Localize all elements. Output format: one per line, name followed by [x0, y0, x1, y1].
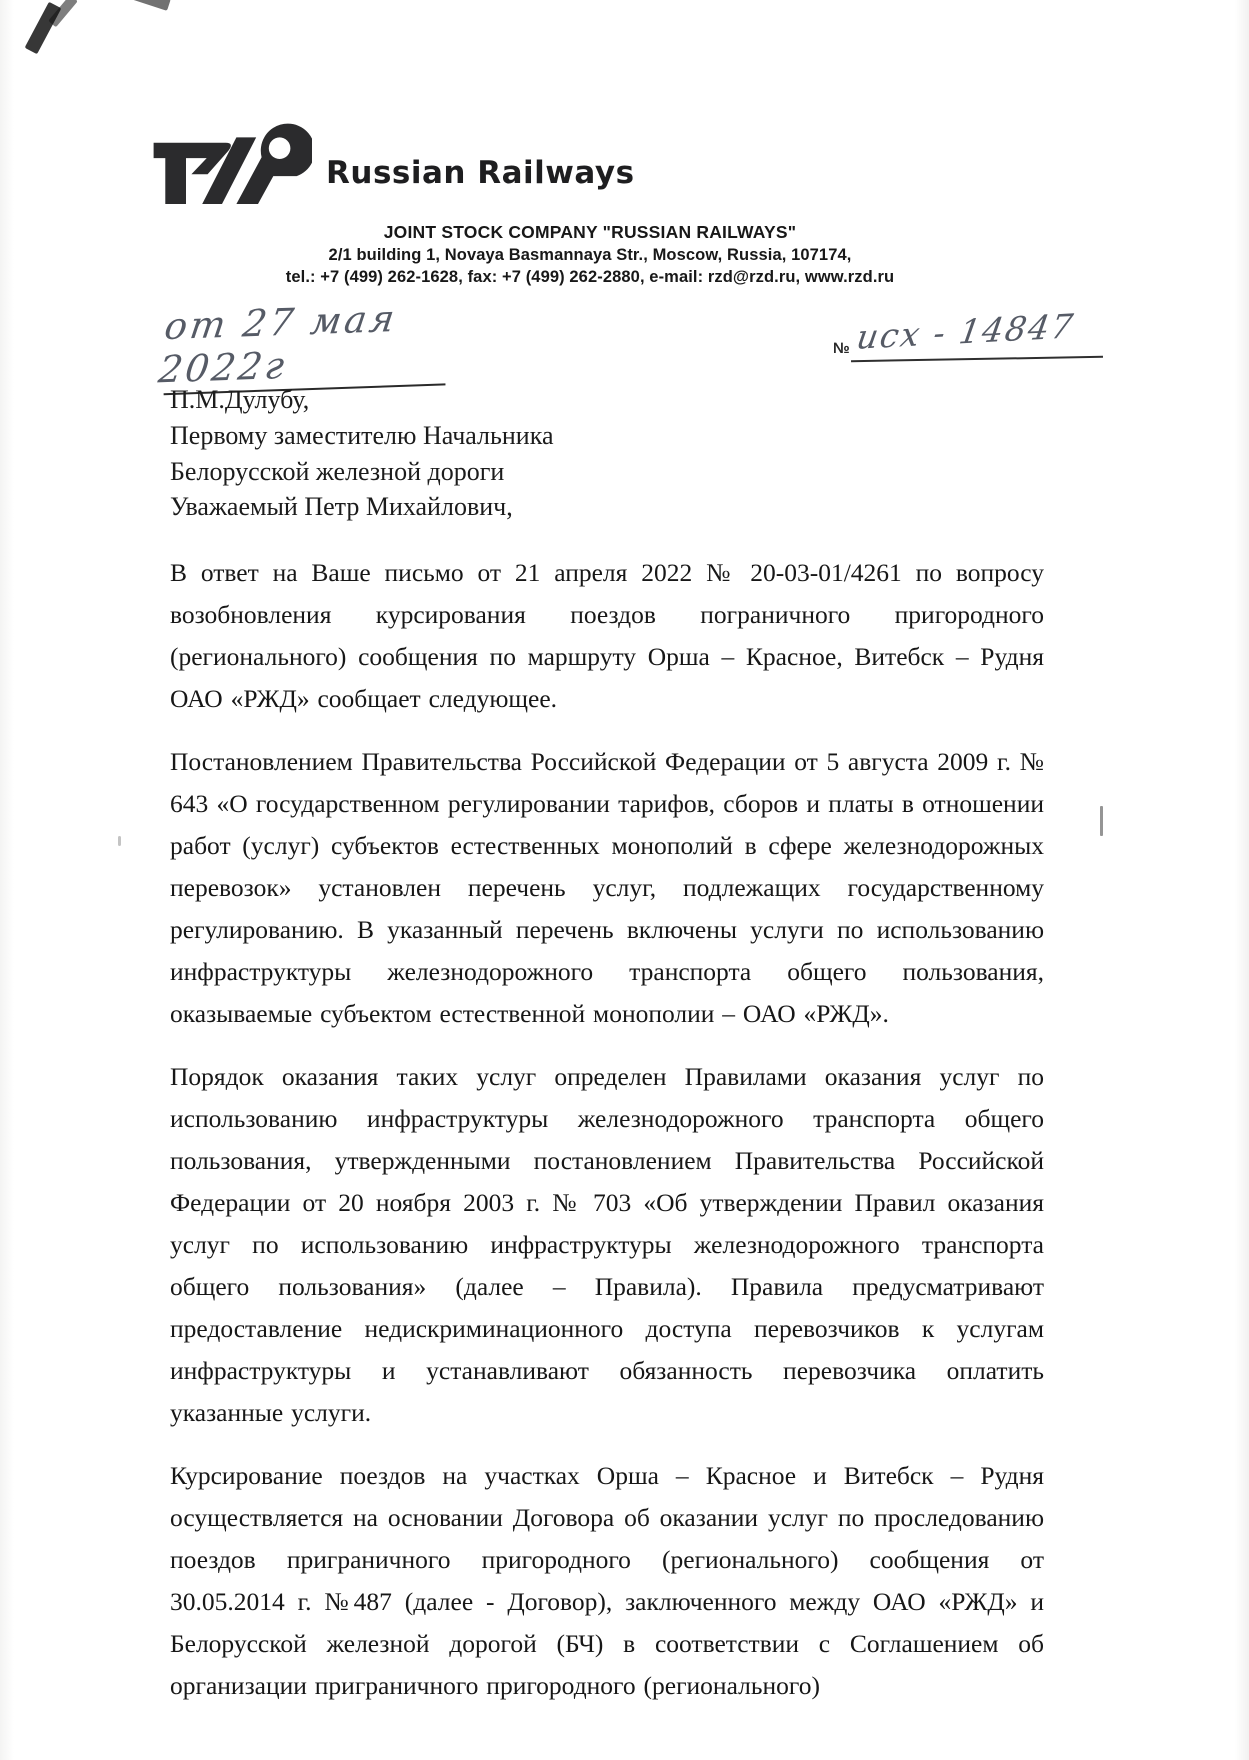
body-paragraph: Постановлением Правительства Российской Федерации от 5 августа 2009 г. № 643 «О государственном регулировании тарифов, сборов и платы в отношении работ (услуг) субъектов естественных монополий в сфере железнодорожных перевозок» установлен перечень услуг, подлежащих государственному регулированию. В указанный перечень включены услуги по использованию инфраструктуры железнодорожного транспорта общего пользования, оказываемые субъектом естественной монополии – ОАО «РЖД». — [170, 747, 1044, 1028]
scan-artifact — [118, 836, 121, 846]
letter-body — [170, 552, 1044, 1728]
number-sign-label: № — [833, 340, 850, 357]
org-company-name: JOINT STOCK COMPANY "RUSSIAN RAILWAYS" — [383, 222, 797, 242]
scan-artifact — [123, 0, 170, 11]
addressee-organization: Белорусской железной дороги — [170, 457, 505, 486]
outgoing-date-field — [155, 295, 464, 395]
body-paragraph: Курсирование поездов на участках Орша – Красное и Витебск – Рудня осуществляется на основании Договора об оказании услуг по проследованию поездов приграничного пригородного (регионального) сообщения от 30.05.2014 г. №487 (далее - Договор), заключенного между ОАО «РЖД» и Белорусской железной дорогой (БЧ) в соответствии с Соглашением об организации приграничного пригородного (регионального) — [170, 1461, 1044, 1700]
body-paragraph: Порядок оказания таких услуг определен Правилами оказания услуг по использованию инфраструктуры железнодорожного транспорта общего пользования, утвержденными постановлением Правительства Российской Федерации от 20 ноября 2003 г. № 703 «Об утверждении Правил оказания услуг по использованию инфраструктуры железнодорожного транспорта общего пользования» (далее – Правила). Правила предусматривают предоставление недискриминационного доступа перевозчиков к услугам инфраструктуры и устанавливают обязанность перевозчика оплатить указанные услуги. — [170, 1062, 1044, 1427]
scan-artifact — [1100, 806, 1103, 836]
org-address: 2/1 building 1, Novaya Basmannaya Str., Moscow, Russia, 107174, — [328, 246, 852, 264]
number-underline — [851, 356, 1103, 362]
salutation: Уважаемый Петр Михайлович, — [170, 492, 513, 521]
rzd-logo-icon — [150, 112, 312, 206]
addressee-title: Первому заместителю Начальника — [170, 421, 554, 450]
logo-wordmark: Russian Railways — [326, 155, 635, 191]
addressee-name: П.М.Дулубу, — [170, 385, 310, 414]
org-contacts: tel.: +7 (499) 262-1628, fax: +7 (499) 262-2880, e-mail: rzd@rzd.ru, www.rzd.ru — [285, 268, 895, 286]
letterhead — [150, 112, 635, 206]
handwritten-date: от 27 мая 2022г — [155, 296, 401, 392]
org-header — [0, 222, 1180, 287]
handwritten-number: исх - 14847 — [854, 306, 1078, 357]
addressee-block — [170, 382, 554, 490]
body-paragraph: В ответ на Ваше письмо от 21 апреля 2022 № 20-03-01/4261 по вопросу возобновления курсирования поездов пограничного пригородного (регионального) сообщения по маршруту Орша – Красное, Витебск – Рудня ОАО «РЖД» сообщает следующее. — [170, 558, 1044, 713]
